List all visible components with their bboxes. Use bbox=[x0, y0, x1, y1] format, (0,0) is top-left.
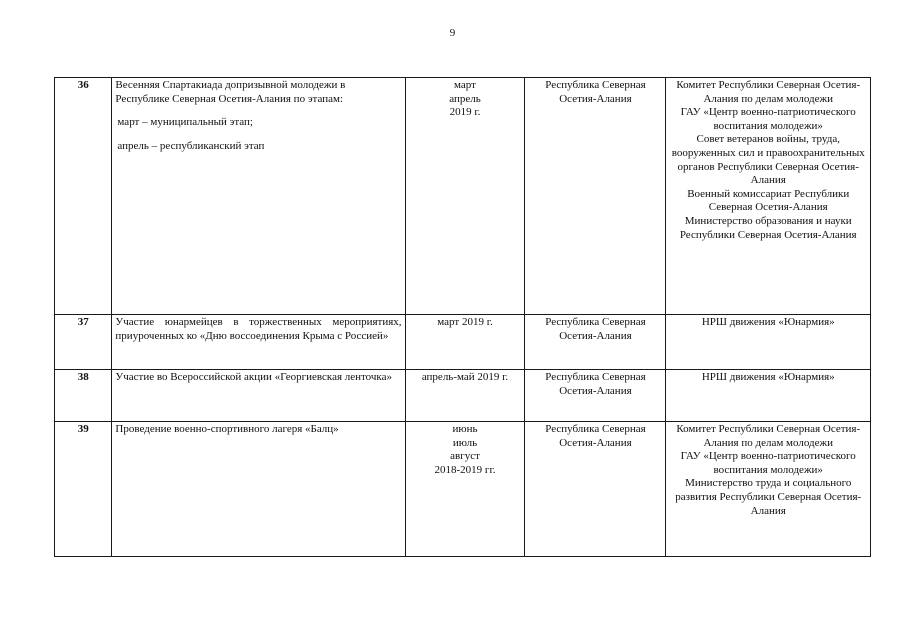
table-row bbox=[55, 78, 871, 315]
event-responsible-cell bbox=[666, 78, 871, 315]
event-place: Республика Северная Осетия-Алания bbox=[525, 422, 666, 557]
event-place: Республика Северная Осетия-Алания bbox=[525, 78, 666, 315]
event-date: июнь bbox=[452, 423, 478, 435]
event-date: июль bbox=[452, 436, 478, 449]
event-responsible-cell bbox=[666, 315, 871, 370]
responsible-org: ГАУ «Центр военно-патриотического воспитания молодежи» bbox=[680, 450, 856, 476]
event-name: Проведение военно-спортивного лагеря «Балц» bbox=[112, 422, 405, 557]
table-row bbox=[55, 422, 871, 557]
responsible-org: ГАУ «Центр военно-патриотического воспитания молодежи» bbox=[680, 106, 856, 132]
events-table bbox=[54, 77, 871, 557]
event-stage: март – муниципальный этап; bbox=[117, 116, 253, 129]
page-number: 9 bbox=[449, 27, 456, 39]
event-date-cell bbox=[405, 315, 525, 370]
responsible-org: НРШ движения «Юнармия» bbox=[701, 371, 835, 383]
responsible-org: Комитет Республики Северная Осетия-Алания по делам молодежи bbox=[676, 423, 861, 449]
event-date-cell bbox=[405, 78, 525, 315]
event-date-cell bbox=[405, 370, 525, 422]
table-row bbox=[55, 370, 871, 422]
event-stage: апрель – республиканский этап bbox=[117, 139, 265, 152]
event-date: апрель bbox=[449, 92, 481, 105]
row-number: 39 bbox=[55, 422, 112, 557]
event-place: Республика Северная Осетия-Алания bbox=[525, 370, 666, 422]
responsible-org: Военный комиссариат Республики Северная Осетия-Алания bbox=[687, 187, 850, 214]
event-responsible-cell bbox=[666, 422, 871, 557]
table-row bbox=[55, 315, 871, 370]
event-date: март 2019 г. bbox=[437, 316, 493, 328]
row-number: 36 bbox=[55, 78, 112, 315]
event-date: август bbox=[450, 450, 480, 463]
responsible-org: Министерство образования и науки Республики Северная Осетия-Алания bbox=[679, 214, 857, 241]
responsible-org: Совет ветеранов войны, труда, вооруженных сил и правоохранительных органов Республики Северная Осетия-Алания bbox=[671, 133, 865, 187]
responsible-org: Министерство труда и социального развития Республики Северная Осетия-Алания bbox=[675, 477, 862, 517]
event-date: 2019 г. bbox=[449, 106, 481, 119]
responsible-org: НРШ движения «Юнармия» bbox=[701, 316, 835, 328]
event-name: Участие юнармейцев в торжественных мероприятиях, приуроченных ко «Дню воссоединения Крыма с Россией» bbox=[112, 315, 405, 370]
event-date: апрель-май 2019 г. bbox=[421, 371, 509, 383]
row-number: 38 bbox=[55, 370, 112, 422]
responsible-org: Комитет Республики Северная Осетия-Алания по делам молодежи bbox=[676, 79, 861, 105]
event-place: Республика Северная Осетия-Алания bbox=[525, 315, 666, 370]
event-responsible-cell bbox=[666, 370, 871, 422]
event-date: 2018-2019 гг. bbox=[434, 463, 496, 476]
event-date-cell bbox=[405, 422, 525, 557]
event-name: Участие во Всероссийской акции «Георгиевская ленточка» bbox=[112, 370, 405, 422]
event-name-cell bbox=[112, 78, 405, 315]
event-date: март bbox=[454, 79, 476, 91]
row-number: 37 bbox=[55, 315, 112, 370]
event-name: Весенняя Спартакиада допризывной молодежи в Республике Северная Осетия-Алания по этапам: bbox=[115, 79, 346, 105]
